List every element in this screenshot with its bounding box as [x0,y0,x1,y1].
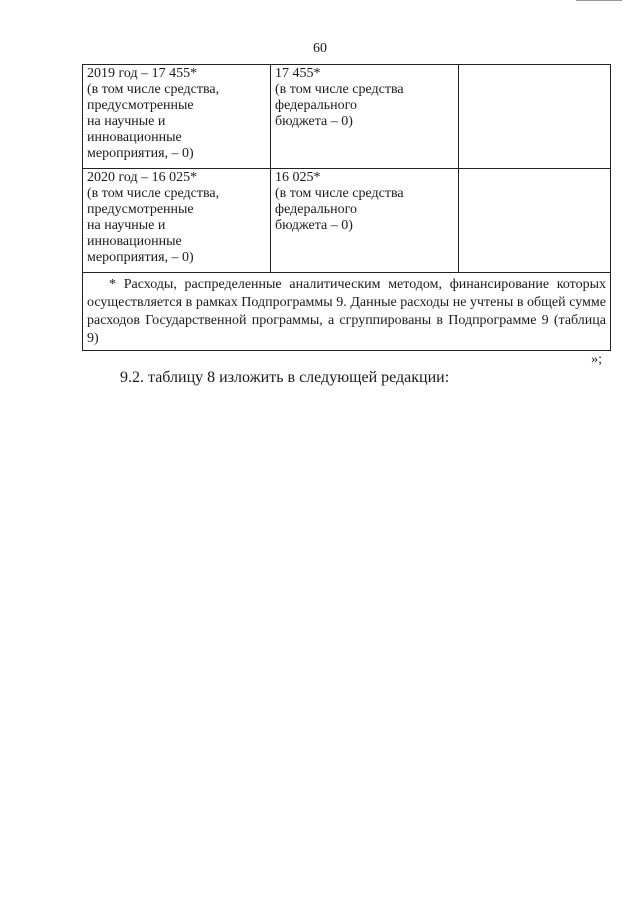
funding-table [82,64,611,351]
footnote-text: * Расходы, распределенные аналитическим методом, финансирование которых осуществляется в рамках Подпрограммы 9. Данные расходы не учтены в общей сумме расходов Государственной программы, а сгруппированы в Подпрограмме 9 (таблица 9) [87,277,606,346]
cell-line: 2019 год – 17 455* [87,66,198,81]
closing-quote: »; [591,352,602,367]
cell-line: на научные и [87,114,166,129]
table-cell-empty [459,65,611,169]
scan-artifact-mark [576,0,622,1]
footnote-cell [83,273,611,351]
cell-line: инновационные [87,234,182,249]
table-cell-amount-2020 [271,169,459,273]
table-cell-empty [459,169,611,273]
cell-line: (в том числе средства [275,186,404,201]
table-row-footnote [83,273,611,351]
cell-line: мероприятия, – 0) [87,250,194,265]
table-row [83,169,611,273]
cell-line: 17 455* [275,66,321,81]
cell-line: федерального [275,98,358,113]
cell-line: 16 025* [275,170,321,185]
table-cell-year-2020 [83,169,271,273]
cell-line: федерального [275,202,358,217]
cell-line: бюджета – 0) [275,218,353,233]
cell-line: инновационные [87,130,182,145]
cell-line: предусмотренные [87,202,194,217]
cell-line: предусмотренные [87,98,194,113]
instruction-paragraph: 9.2. таблицу 8 изложить в следующей редакции: [120,369,450,386]
table-cell-amount-2019 [271,65,459,169]
cell-line: на научные и [87,218,166,233]
cell-line: мероприятия, – 0) [87,146,194,161]
page-number: 60 [313,41,327,56]
table-cell-year-2019 [83,65,271,169]
cell-line: (в том числе средства, [87,82,220,97]
cell-line: (в том числе средства [275,82,404,97]
table-row [83,65,611,169]
cell-line: (в том числе средства, [87,186,220,201]
cell-line: бюджета – 0) [275,114,353,129]
cell-line: 2020 год – 16 025* [87,170,198,185]
